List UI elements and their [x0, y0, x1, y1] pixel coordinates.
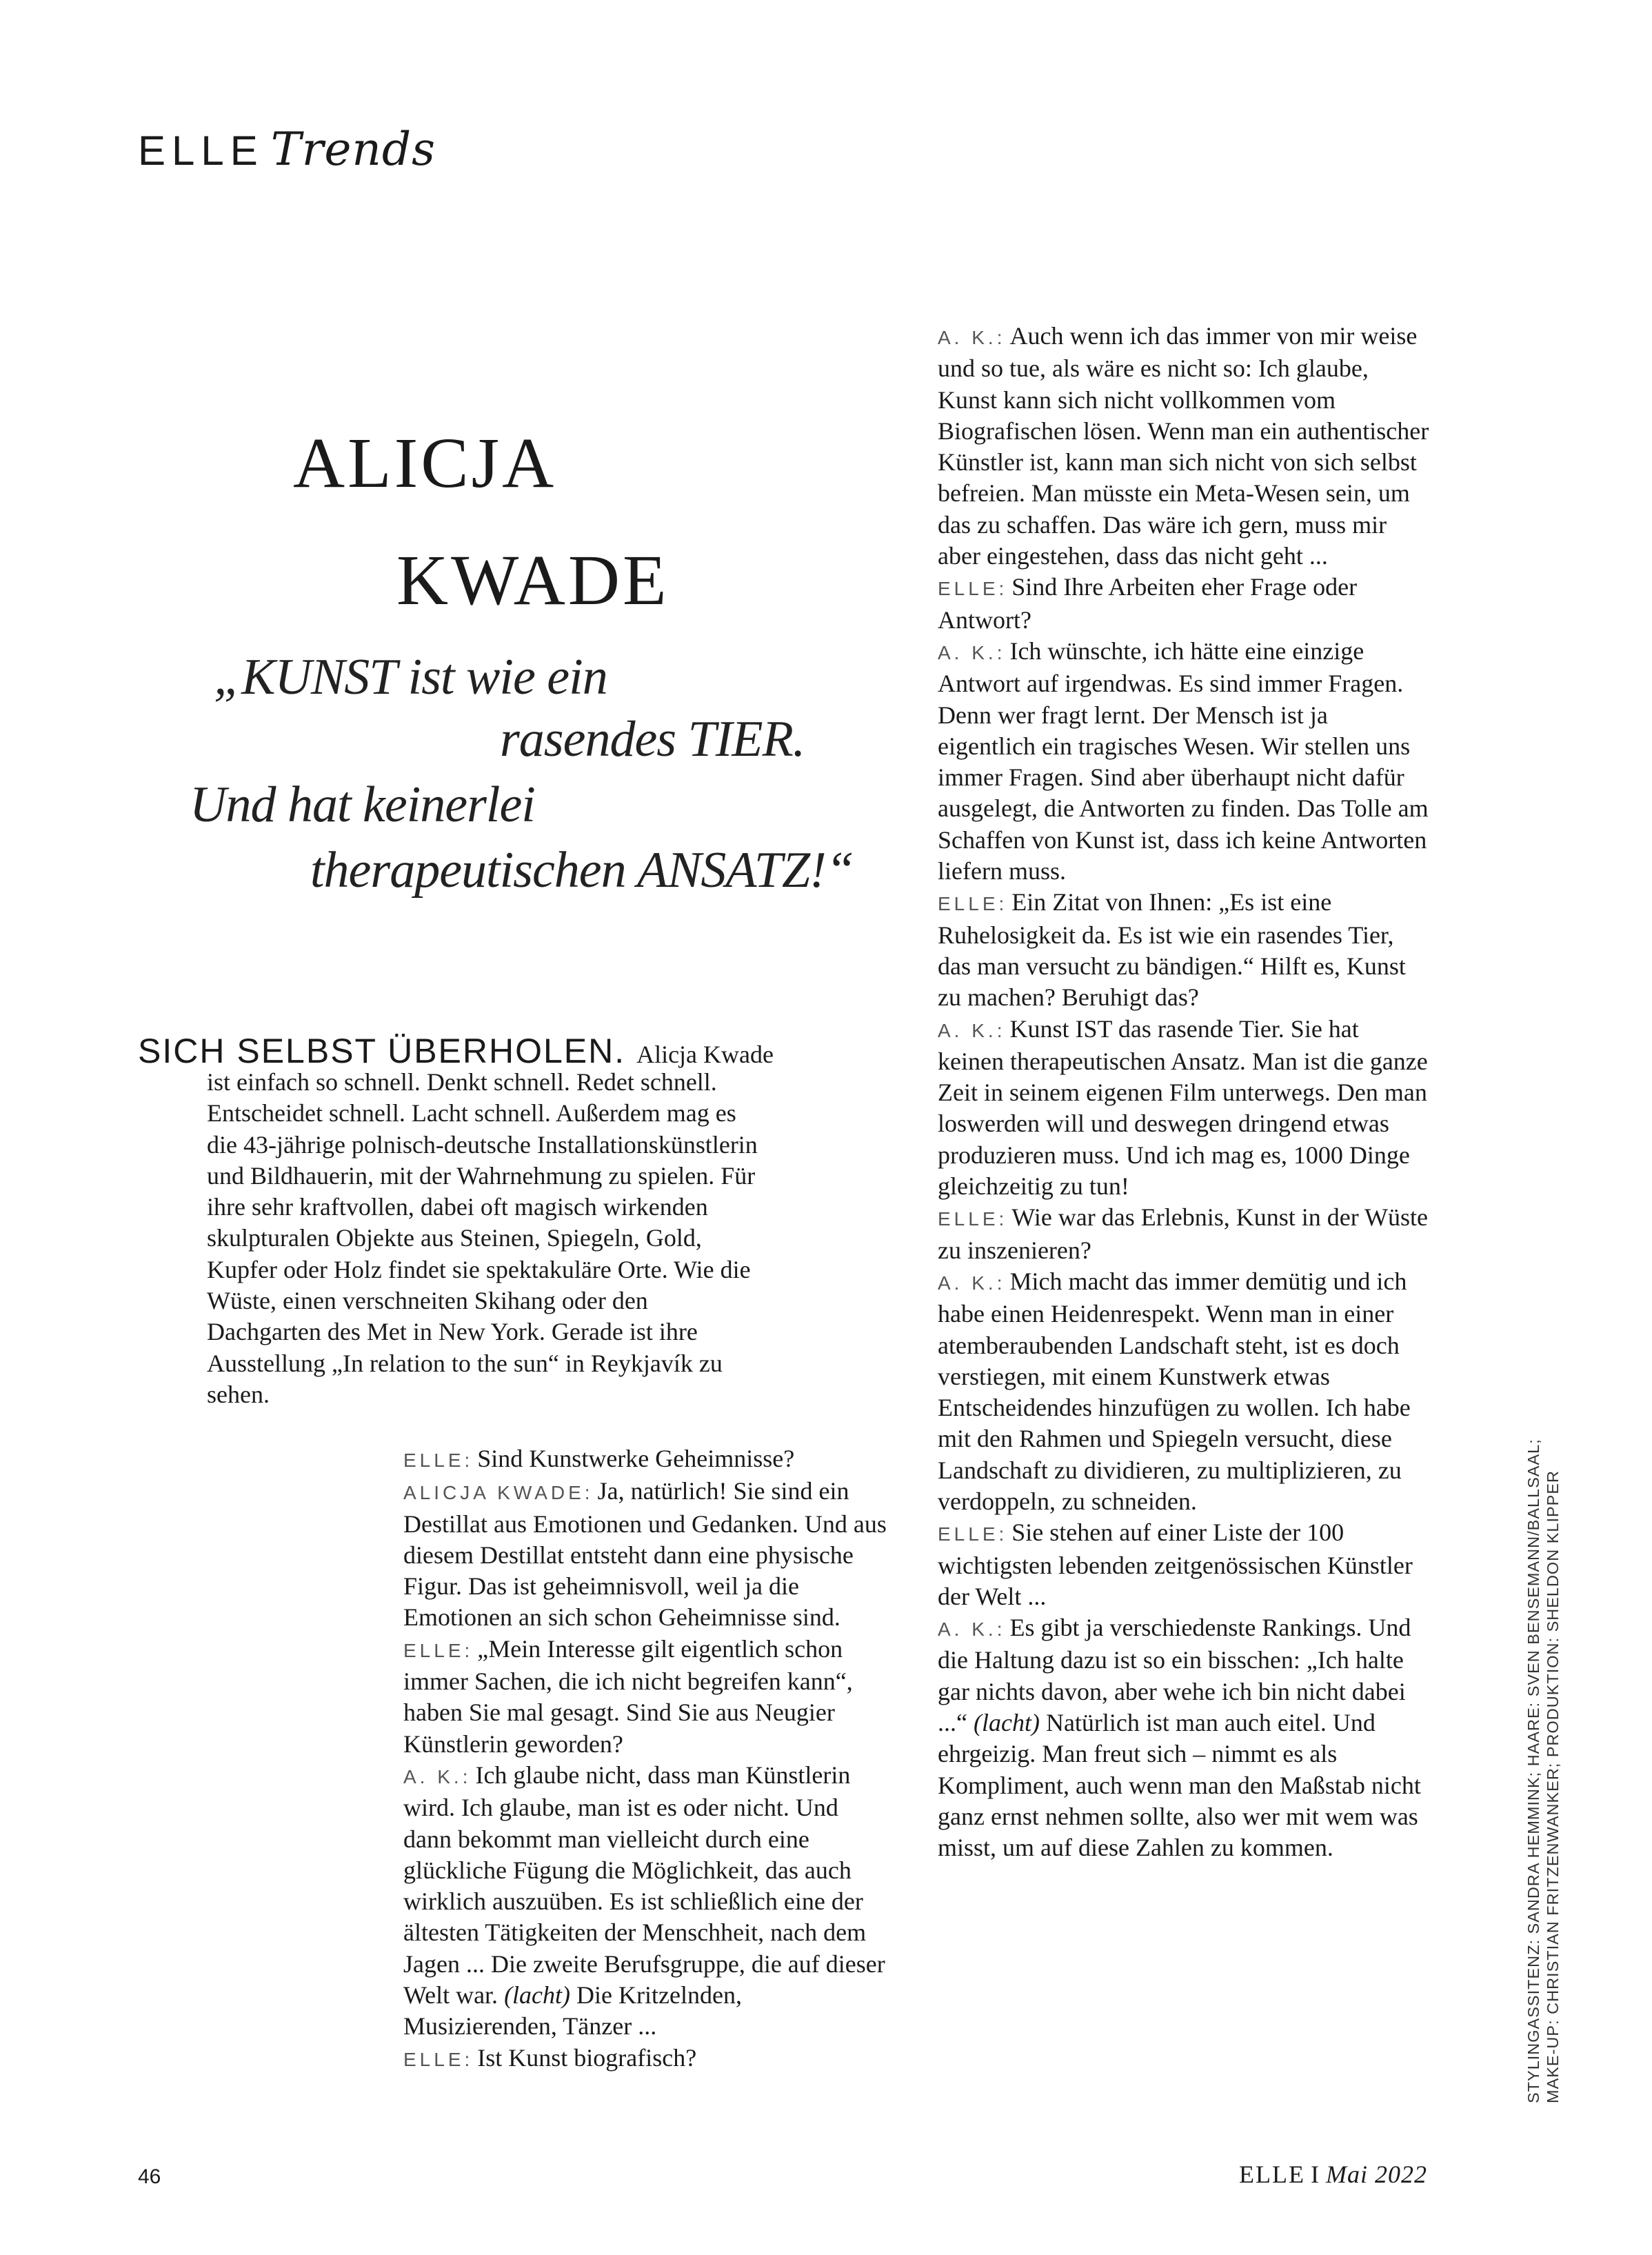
interview-paragraph — [938, 1517, 1431, 1612]
speaker-text: Ich wünschte, ich hätte eine einzige Antwort auf irgendwas. Es sind immer Fragen. Denn wer fragt lernt. Der Mensch ist ja eigentlich ein tragisches Wesen. Wir stellen uns immer Fragen. Sind aber überhaupt nicht dafür ausgelegt, die Antworten zu finden. Das Tolle am Schaffen von Kunst ist, dass ich keine Antworten liefern muss. — [938, 637, 1429, 885]
speaker-label: A. K.: — [403, 1765, 472, 1787]
interview-paragraph — [403, 1634, 889, 1760]
footer-brand: ELLE — [1239, 2161, 1305, 2188]
interview-paragraph — [938, 636, 1431, 887]
speaker-text: „Mein Interesse gilt eigentlich schon immer Sachen, die ich nicht begreifen kann“, haben Sie mal gesagt. Sind Sie aus Neugier Künstlerin geworden? — [403, 1634, 853, 1758]
intro-headline: SICH SELBST ÜBERHOLEN — [138, 1032, 615, 1070]
speaker-text-continued: Natürlich ist man auch eitel. Und ehrgeizig. Man freut sich – nimmt es als Kompliment, auch wenn man den Maßstab nicht ganz ernst nehmen sollte, also wer mit wem was misst, um auf diese Zahlen zu kommen. — [938, 1709, 1421, 1862]
footer-separator: I — [1311, 2161, 1320, 2188]
article-title-line-2: KWADE — [396, 541, 669, 620]
speaker-text-continued: Die Kritzelnden, Musizierenden, Tänzer ... — [403, 1981, 742, 2041]
interview-paragraph — [403, 1443, 889, 1476]
speaker-text: Sie stehen auf einer Liste der 100 wichtigsten lebenden zeitgenössischen Künstler der Welt ... — [938, 1519, 1413, 1610]
footer-issue: Mai 2022 — [1326, 2161, 1427, 2188]
speaker-text: Es gibt ja verschiedenste Rankings. Und die Haltung dazu ist so ein bisschen: „Ich halte gar nichts davon, aber wehe ich bin nicht dabei ...“ — [938, 1614, 1411, 1737]
intro-first-line: SICH SELBST ÜBERHOLEN. Alicja Kwade — [138, 1032, 774, 1070]
speaker-label: ELLE: — [938, 1523, 1008, 1545]
speaker-label: A. K.: — [938, 1272, 1006, 1294]
article-title-line-1: ALICJA — [293, 423, 557, 503]
speaker-text: Auch wenn ich das immer von mir weise und so tue, als wäre es nicht so: Ich glaube, Kunst kann sich nicht vollkommen vom Biografischen lösen. Wenn man ein authentischer Künstler ist, kann man sich nicht von sich selbst befreien. Man müsste ein Meta-Wesen sein, um das zu schaffen. Das wäre ich gern, muss mir aber eingestehen, dass das nicht geht ... — [938, 322, 1429, 570]
interview-paragraph — [938, 887, 1431, 1013]
interview-paragraph — [938, 1612, 1431, 1863]
speaker-text: Wie war das Erlebnis, Kunst in der Wüste zu inszenieren? — [938, 1203, 1429, 1264]
speaker-label: ALICJA KWADE: — [403, 1482, 594, 1504]
header-category: Trends — [270, 123, 436, 176]
pull-quote-line-4: therapeutischen ANSATZ!“ — [310, 842, 854, 899]
speaker-text: Sind Kunstwerke Geheimnisse? — [477, 1445, 795, 1472]
stage-direction: (lacht) — [973, 1709, 1040, 1737]
header-brand: ELLE — [138, 128, 264, 174]
interview-paragraph — [938, 1202, 1431, 1266]
speaker-label: A. K.: — [938, 1618, 1006, 1641]
speaker-text: Kunst IST das rasende Tier. Sie hat keinen therapeutischen Ansatz. Man ist die ganze Zeit in seinem eigenen Film unterwegs. Den man loswerden will und deswegen dringend etwas produzieren muss. Und ich mag es, 1000 Dinge gleichzeitig zu tun! — [938, 1014, 1428, 1201]
stage-direction: (lacht) — [504, 1981, 571, 2010]
interview-column-right — [938, 321, 1431, 1864]
credits-line-1: STYLINGASSITENZ: SANDRA HEMMINK; HAARE: SVEN BENSEMANN/BALLSAAL; — [1524, 1439, 1542, 2103]
speaker-text: Mich macht das immer demütig und ich habe einen Heidenrespekt. Wenn man in einer atemberaubenden Landschaft steht, ist es doch verstiegen, mit einem Kunstwerk etwas Entscheidendes hinzufügen zu wollen. Ich habe mit den Rahmen und Spiegeln versucht, diese Landschaft zu dividieren, zu multiplizieren, zu verdoppeln, zu schneiden. — [938, 1267, 1411, 1515]
speaker-label: ELLE: — [403, 1639, 474, 1661]
speaker-label: ELLE: — [403, 1450, 474, 1471]
interview-paragraph — [403, 1760, 889, 2043]
speaker-text: Ja, natürlich! Sie sind ein Destillat aus Emotionen und Gedanken. Und aus diesem Destillat entsteht dann eine physische Figur. Das ist geheimnisvoll, weil ja die Emotionen an sich schon Geheimnisse sind. — [403, 1477, 887, 1632]
speaker-label: A. K.: — [938, 1019, 1006, 1041]
photo-credits — [1524, 1414, 1562, 2103]
page-footer — [1103, 2160, 1427, 2189]
page-header — [138, 123, 436, 176]
speaker-label: A. K.: — [938, 327, 1006, 348]
interview-paragraph — [938, 572, 1431, 636]
page-number: 46 — [138, 2165, 161, 2188]
speaker-label: ELLE: — [403, 2048, 474, 2070]
speaker-text: Sind Ihre Arbeiten eher Frage oder Antwort? — [938, 573, 1358, 634]
intro-paragraph: ist einfach so schnell. Denkt schnell. Redet schnell. Entscheidet schnell. Lacht schnell. Außerdem mag es die 43-jährige polnisch-deutsche Installationskünstlerin und Bildhauerin, mit der Wahrnehmung zu spielen. Für ihre sehr kraftvollen, dabei oft magisch wirkenden skulpturalen Objekte aus Steinen, Spiegeln, Gold, Kupfer oder Holz findet sie spektakuläre Orte. Wie die Wüste, einen verschneiten Skihang oder den Dachgarten des Met in New York. Gerade ist ihre Ausstellung „In relation to the sun“ in Reykjavík zu sehen. — [207, 1068, 758, 1408]
interview-paragraph — [938, 1014, 1431, 1203]
speaker-label: ELLE: — [938, 578, 1008, 600]
speaker-text: Ein Zitat von Ihnen: „Es ist eine Ruhelosigkeit da. Es ist wie ein rasendes Tier, das man versucht zu bändigen.“ Hilft es, Kunst zu machen? Beruhigt das? — [938, 888, 1406, 1012]
interview-paragraph — [403, 1476, 889, 1633]
interview-column-middle — [403, 1443, 889, 2075]
speaker-text: Ich glaube nicht, dass man Künstlerin wird. Ich glaube, man ist es oder nicht. Und dann bekommt man vielleicht durch eine glückliche Fügung die Möglichkeit, das auch wirklich auszuüben. Es ist schließlich eine der ältesten Tätigkeiten der Menschheit, nach dem Jagen ... Die zweite Berufsgruppe, die auf dieser Welt war. — [403, 1761, 885, 2010]
interview-paragraph — [403, 2043, 889, 2075]
speaker-label: A. K.: — [938, 641, 1006, 663]
interview-paragraph — [938, 1266, 1431, 1517]
pull-quote-line-2: rasendes TIER. — [500, 711, 805, 768]
interview-paragraph — [938, 321, 1431, 572]
credits-line-2: MAKE-UP: CHRISTIAN FRITZENWANKER; PRODUKTION: SHELDON KLIPPER — [1544, 1470, 1562, 2103]
speaker-label: ELLE: — [938, 893, 1008, 915]
pull-quote-line-1: „KUNST ist wie ein — [214, 649, 607, 705]
pull-quote-line-3: Und hat keinerlei — [190, 776, 535, 833]
speaker-label: ELLE: — [938, 1208, 1008, 1230]
intro-first-words: Alicja Kwade — [636, 1041, 774, 1068]
speaker-text: Ist Kunst biografisch? — [477, 2043, 697, 2072]
